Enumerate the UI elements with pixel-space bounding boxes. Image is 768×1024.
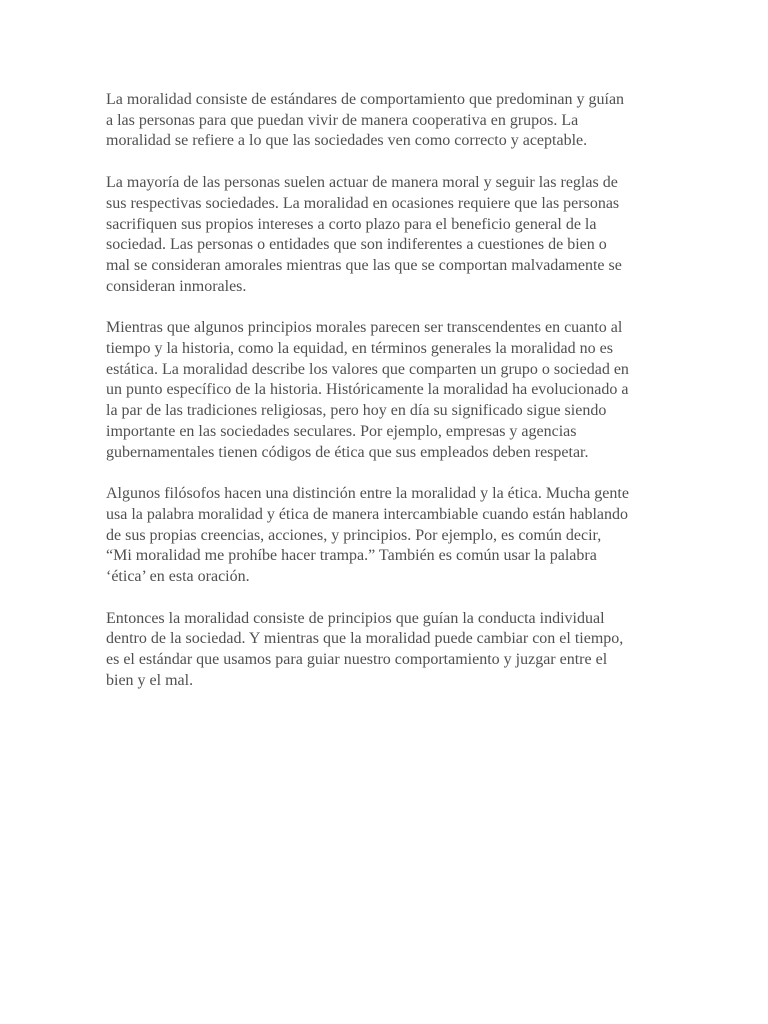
paragraph-1: La moralidad consiste de estándares de comportamiento que predominan y guían a las personas para que puedan vivir de manera cooperativa en grupos. La moralidad se refiere a lo que las sociedades ven como correcto y aceptable. <box>106 91 625 150</box>
paragraph-4: Algunos filósofos hacen una distinción entre la moralidad y la ética. Mucha gente usa la palabra moralidad y ética de manera intercambiable cuando están hablando de sus propias creencias, acciones, y principios. Por ejemplo, es común decir, “Mi moralidad me prohíbe hacer trampa.” También es común usar la palabra ‘ética’ en esta oración. <box>106 485 629 586</box>
paragraph-2: La mayoría de las personas suelen actuar de manera moral y seguir las reglas de sus respectivas sociedades. La moralidad en ocasiones requiere que las personas sacrifiquen sus propios intereses a corto plazo para el beneficio general de la sociedad. Las personas o entidades que son indiferentes a cuestiones de bien o mal se consideran amorales mientras que las que se comportan malvadamente se consideran inmorales. <box>106 174 622 295</box>
paragraph-3: Mientras que algunos principios morales parecen ser transcendentes en cuanto al tiempo y la historia, como la equidad, en términos generales la moralidad no es estática. La moralidad describe los valores que comparten un grupo o sociedad en un punto específico de la historia. Históricamente la moralidad ha evolucionado a la par de las tradiciones religiosas, pero hoy en día su significado sigue siendo importante en las sociedades seculares. Por ejemplo, empresas y agencias gubernamentales tienen códigos de ética que sus empleados deben respetar. <box>106 319 629 461</box>
paragraph-5: Entonces la moralidad consiste de principios que guían la conducta individual dentro de la sociedad. Y mientras que la moralidad puede cambiar con el tiempo, es el estándar que usamos para guiar nuestro comportamiento y juzgar entre el bien y el mal. <box>106 609 624 689</box>
